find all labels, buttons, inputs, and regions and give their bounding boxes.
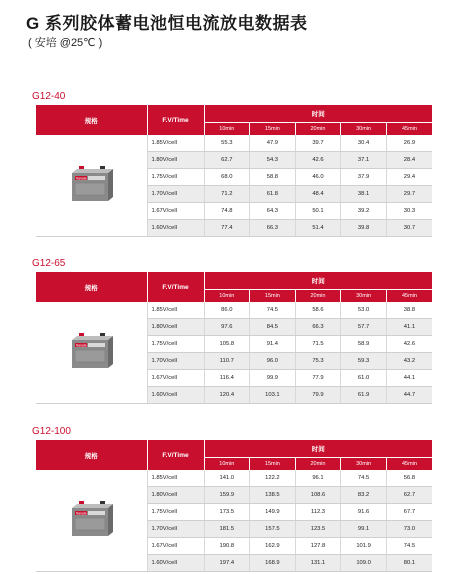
current-value-cell: 26.9 [386,135,432,152]
current-value-cell: 58.9 [341,336,387,353]
current-value-cell: 64.3 [250,203,296,220]
current-value-cell: 28.4 [386,152,432,169]
current-value-cell: 38.1 [341,186,387,203]
end-voltage-cell: 1.80V/cell [147,152,204,169]
current-value-cell: 131.1 [295,555,341,572]
battery-image [66,165,116,207]
current-value-cell: 103.1 [250,387,296,404]
current-value-cell: 29.4 [386,169,432,186]
current-value-cell: 149.9 [250,504,296,521]
end-voltage-cell: 1.80V/cell [147,319,204,336]
end-voltage-cell: 1.60V/cell [147,555,204,572]
section-label: G12-40 [32,91,66,102]
end-voltage-cell: 1.80V/cell [147,487,204,504]
current-value-cell: 173.5 [204,504,250,521]
current-value-cell: 96.1 [295,470,341,487]
table-row [36,135,432,152]
current-value-cell: 80.1 [386,555,432,572]
current-value-cell: 67.7 [386,504,432,521]
header-col-30min: 30min [341,458,387,471]
header-fv-time: F.V/Time [147,440,204,470]
current-value-cell: 110.7 [204,353,250,370]
end-voltage-cell: 1.85V/cell [147,135,204,152]
current-value-cell: 61.8 [250,186,296,203]
current-value-cell: 71.2 [204,186,250,203]
current-value-cell: 57.7 [341,319,387,336]
battery-image-cell [36,470,147,572]
header-spec: 规格 [36,272,147,302]
current-value-cell: 138.5 [250,487,296,504]
header-col-20min: 20min [295,458,341,471]
current-value-cell: 74.5 [341,470,387,487]
current-value-cell: 58.8 [250,169,296,186]
end-voltage-cell: 1.60V/cell [147,387,204,404]
header-col-15min: 15min [250,458,296,471]
current-value-cell: 61.9 [341,387,387,404]
current-value-cell: 62.7 [204,152,250,169]
current-value-cell: 159.9 [204,487,250,504]
current-value-cell: 127.8 [295,538,341,555]
page-subtitle: ( 安培 @25℃ ) [28,37,103,49]
discharge-table [36,272,432,404]
current-value-cell: 37.1 [341,152,387,169]
end-voltage-cell: 1.70V/cell [147,353,204,370]
header-col-30min: 30min [341,290,387,303]
header-col-20min: 20min [295,290,341,303]
current-value-cell: 74.5 [386,538,432,555]
current-value-cell: 54.3 [250,152,296,169]
current-value-cell: 73.0 [386,521,432,538]
current-value-cell: 29.7 [386,186,432,203]
current-value-cell: 74.5 [250,302,296,319]
current-value-cell: 168.9 [250,555,296,572]
current-value-cell: 39.2 [341,203,387,220]
current-value-cell: 197.4 [204,555,250,572]
header-time: 时间 [204,105,432,123]
current-value-cell: 162.9 [250,538,296,555]
current-value-cell: 109.0 [341,555,387,572]
header-col-45min: 45min [386,458,432,471]
current-value-cell: 66.3 [295,319,341,336]
section-label: G12-100 [32,426,71,437]
discharge-table [36,105,432,237]
battery-image-cell [36,302,147,404]
current-value-cell: 84.5 [250,319,296,336]
current-value-cell: 58.6 [295,302,341,319]
end-voltage-cell: 1.70V/cell [147,186,204,203]
header-col-20min: 20min [295,123,341,136]
header-col-10min: 10min [204,123,250,136]
current-value-cell: 112.3 [295,504,341,521]
current-value-cell: 42.6 [386,336,432,353]
header-spec: 规格 [36,105,147,135]
current-value-cell: 91.6 [341,504,387,521]
current-value-cell: 190.8 [204,538,250,555]
current-value-cell: 68.0 [204,169,250,186]
header-col-10min: 10min [204,290,250,303]
end-voltage-cell: 1.67V/cell [147,203,204,220]
header-col-10min: 10min [204,458,250,471]
end-voltage-cell: 1.85V/cell [147,302,204,319]
end-voltage-cell: 1.70V/cell [147,521,204,538]
current-value-cell: 50.1 [295,203,341,220]
battery-image [66,500,116,542]
current-value-cell: 108.6 [295,487,341,504]
end-voltage-cell: 1.75V/cell [147,504,204,521]
current-value-cell: 37.9 [341,169,387,186]
current-value-cell: 38.8 [386,302,432,319]
current-value-cell: 30.4 [341,135,387,152]
battery-brand-text: Narada [76,175,87,180]
current-value-cell: 39.8 [341,220,387,237]
current-value-cell: 86.0 [204,302,250,319]
end-voltage-cell: 1.67V/cell [147,538,204,555]
end-voltage-cell: 1.60V/cell [147,220,204,237]
current-value-cell: 77.9 [295,370,341,387]
current-value-cell: 99.9 [250,370,296,387]
header-time: 时间 [204,440,432,458]
current-value-cell: 48.4 [295,186,341,203]
header-fv-time: F.V/Time [147,105,204,135]
current-value-cell: 96.0 [250,353,296,370]
header-fv-time: F.V/Time [147,272,204,302]
current-value-cell: 77.4 [204,220,250,237]
current-value-cell: 66.3 [250,220,296,237]
current-value-cell: 79.9 [295,387,341,404]
end-voltage-cell: 1.75V/cell [147,336,204,353]
current-value-cell: 120.4 [204,387,250,404]
header-time: 时间 [204,272,432,290]
current-value-cell: 91.4 [250,336,296,353]
current-value-cell: 97.6 [204,319,250,336]
discharge-table [36,440,432,572]
header-col-15min: 15min [250,123,296,136]
header-spec: 规格 [36,440,147,470]
battery-image [66,332,116,374]
current-value-cell: 30.7 [386,220,432,237]
battery-brand-text: Narada [76,342,87,347]
current-value-cell: 42.6 [295,152,341,169]
current-value-cell: 53.0 [341,302,387,319]
current-value-cell: 75.3 [295,353,341,370]
current-value-cell: 157.5 [250,521,296,538]
current-value-cell: 41.1 [386,319,432,336]
current-value-cell: 44.7 [386,387,432,404]
current-value-cell: 122.2 [250,470,296,487]
end-voltage-cell: 1.75V/cell [147,169,204,186]
current-value-cell: 101.9 [341,538,387,555]
current-value-cell: 62.7 [386,487,432,504]
header-col-15min: 15min [250,290,296,303]
end-voltage-cell: 1.67V/cell [147,370,204,387]
table-row [36,470,432,487]
current-value-cell: 51.4 [295,220,341,237]
current-value-cell: 181.5 [204,521,250,538]
current-value-cell: 141.0 [204,470,250,487]
current-value-cell: 123.5 [295,521,341,538]
current-value-cell: 55.3 [204,135,250,152]
current-value-cell: 44.1 [386,370,432,387]
current-value-cell: 56.8 [386,470,432,487]
current-value-cell: 30.3 [386,203,432,220]
battery-image-cell [36,135,147,237]
end-voltage-cell: 1.85V/cell [147,470,204,487]
current-value-cell: 71.5 [295,336,341,353]
current-value-cell: 99.1 [341,521,387,538]
page-title: G 系列胶体蓄电池恒电流放电数据表 [26,14,308,33]
section-label: G12-65 [32,258,66,269]
header-col-30min: 30min [341,123,387,136]
current-value-cell: 59.3 [341,353,387,370]
header-col-45min: 45min [386,123,432,136]
current-value-cell: 47.9 [250,135,296,152]
current-value-cell: 83.2 [341,487,387,504]
current-value-cell: 105.8 [204,336,250,353]
table-row [36,302,432,319]
current-value-cell: 61.0 [341,370,387,387]
battery-brand-text: Narada [76,510,87,515]
current-value-cell: 74.8 [204,203,250,220]
current-value-cell: 39.7 [295,135,341,152]
header-col-45min: 45min [386,290,432,303]
current-value-cell: 43.2 [386,353,432,370]
current-value-cell: 116.4 [204,370,250,387]
current-value-cell: 46.0 [295,169,341,186]
